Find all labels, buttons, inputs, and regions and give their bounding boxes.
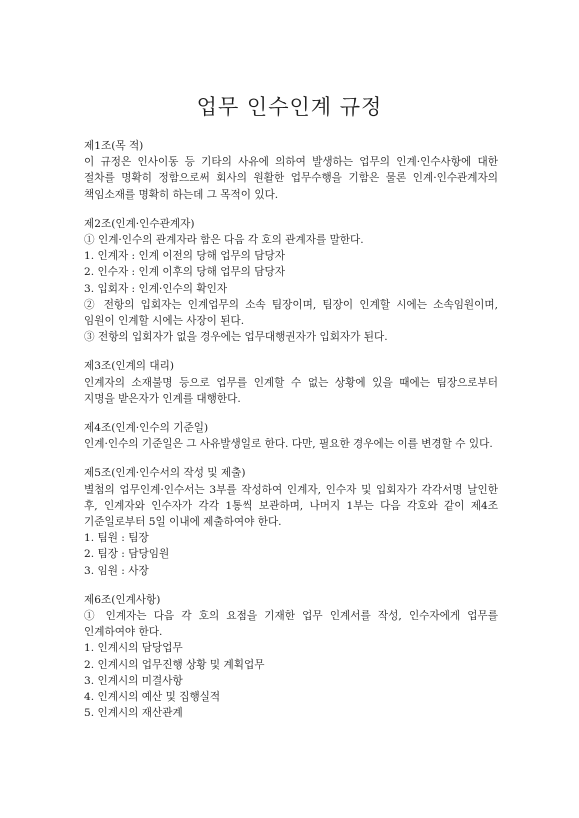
article-heading: 제3조(인계의 대리)	[84, 360, 175, 373]
article-paragraph: ① 인계자는 다음 각 호의 요점을 기재한 업무 인계서를 작성, 인수자에게 업무를 인계하여야 한다.	[84, 610, 498, 639]
article-paragraph: 별첨의 업무인계·인수서는 3부를 작성하여 인계자, 인수자 및 입회자가 각각서명 날인한 후, 인계자와 인수자가 각각 1통씩 보관하며, 나머지 1부는 다음 각호와 같이 제4조 기준일로부터 5일 이내에 제출하여야 한다.	[84, 483, 498, 529]
list-item: 1. 인계시의 담당업무	[84, 642, 183, 655]
list-item: 4. 인계시의 예산 및 집행실적	[84, 691, 221, 704]
article-heading: 제1조(목 적)	[84, 140, 144, 152]
article-paragraph: ② 전항의 입회자는 인계업무의 소속 팀장이며, 팀장이 인계할 시에는 소속임원이며, 임원이 인계할 시에는 사장이 된다.	[84, 298, 498, 328]
article-2	[84, 216, 498, 346]
article-paragraph: ③ 전항의 입회자가 없을 경우에는 업무대행권자가 입회자가 된다.	[84, 331, 388, 344]
article-heading: 제5조(인계·인수서의 작성 및 제출)	[84, 467, 246, 480]
article-paragraph: 인계·인수의 기준일은 그 사유발생일로 한다. 다만, 필요한 경우에는 이를 변경할 수 있다.	[84, 438, 493, 451]
document-body	[84, 138, 498, 735]
article-paragraph: 이 규정은 인사이동 등 기타의 사유에 의하여 발생하는 업무의 인계·인수사항에 대한 절차를 명확히 정함으로써 회사의 원활한 업무수행을 기함은 물론 인계·인수관계자의 책임소재를 명확히 하는데 그 목적이 있다.	[84, 156, 498, 201]
article-heading: 제6조(인계사항)	[84, 593, 161, 606]
article-paragraph: 인계자의 소재불명 등으로 업무를 인계할 수 없는 상황에 있을 때에는 팀장으로부터 지명을 받은자가 인계를 대행한다.	[84, 376, 498, 405]
article-1	[84, 138, 498, 203]
article-6	[84, 592, 498, 722]
list-item: 2. 인계시의 업무진행 상황 및 계획업무	[84, 658, 265, 671]
article-paragraph: ① 인계·인수의 관계자라 함은 다음 각 호의 관계자를 말한다.	[84, 234, 364, 247]
list-item: 5. 인계시의 재산관계	[84, 707, 183, 720]
list-item: 3. 입회자 : 인계·인수의 확인자	[84, 282, 228, 295]
article-4	[84, 420, 498, 452]
list-item: 3. 인계시의 미결사항	[84, 674, 183, 687]
article-heading: 제2조(인계·인수관계자)	[84, 217, 195, 230]
document-title: 업무 인수인계 규정	[196, 95, 383, 119]
list-item: 1. 팀원 : 팀장	[84, 532, 149, 545]
list-item: 3. 임원 : 사장	[84, 564, 149, 577]
list-item: 2. 팀장 : 담당임원	[84, 548, 170, 561]
article-3	[84, 358, 498, 407]
list-item: 1. 인계자 : 인계 이전의 당해 업무의 담당자	[84, 250, 285, 263]
list-item: 2. 인수자 : 인계 이후의 당해 업무의 담당자	[84, 266, 285, 279]
article-heading: 제4조(인계·인수의 기준일)	[84, 422, 209, 435]
article-5	[84, 465, 498, 578]
